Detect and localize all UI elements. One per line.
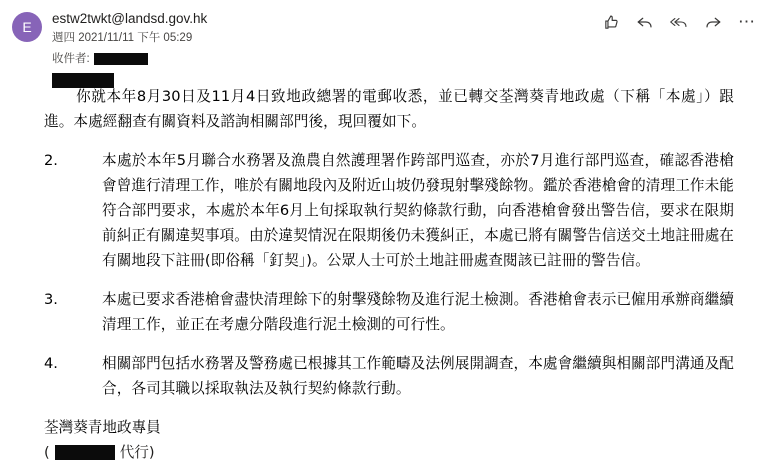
signature-suffix: 代行) — [119, 444, 155, 461]
sender-block — [52, 10, 602, 88]
signature-open-paren: ( — [44, 444, 50, 461]
recipient-label: 收件者: — [52, 53, 90, 65]
paragraph-3-number: 3. — [44, 291, 58, 308]
reply-all-icon[interactable] — [670, 13, 688, 31]
paragraph-2-text: 本處於本年5月聯合水務署及漁農自然護理署作跨部門巡查，亦於7月進行部門巡查，確認香港槍會曾進行清理工作，唯於有關地段內及附近山坡仍發現射擊殘餘物。鑑於香港槍會的清理工作未能符合部門要求，本處於本年6月上旬採取執行契約條款行動，向香港槍會發出警告信，要求在限期前糾正有關違契事項。由於違契情況在限期後仍未獲糾正，本處已將有關警告信送交土地註冊處在有關地段下註冊(即俗稱「釘契」)。公眾人士可於土地註冊處查閱該已註冊的警告信。 — [102, 152, 734, 269]
paragraph-3-text: 本處已要求香港槍會盡快清理餘下的射擊殘餘物及進行泥土檢測。香港槍會表示已僱用承辦商繼續清理工作，並正在考慮分階段進行泥土檢測的可行性。 — [102, 291, 734, 333]
more-actions-glyph: ⋯ — [738, 12, 756, 31]
redacted-recipient — [94, 53, 148, 65]
email-body — [0, 70, 768, 465]
sender-email[interactable]: estw2twkt@landsd.gov.hk — [52, 11, 208, 26]
avatar: E — [12, 12, 42, 42]
email-header — [0, 0, 768, 70]
message-actions — [602, 10, 756, 31]
paragraph-4 — [44, 351, 734, 401]
forward-icon[interactable] — [704, 13, 722, 31]
signature-title: 荃灣葵青地政專員 — [44, 419, 161, 436]
paragraph-1: 你就本年8月30日及11月4日致地政總署的電郵收悉，並已轉交荃灣葵青地政處（下稱「本處」）跟進。本處經翻查有關資料及諮詢相關部門後，現回覆如下。 — [44, 88, 734, 130]
redacted-signature — [55, 445, 115, 460]
thumbs-up-icon[interactable] — [602, 13, 620, 31]
paragraph-2 — [44, 148, 734, 273]
reply-icon[interactable] — [636, 13, 654, 31]
signature-name-line — [44, 440, 734, 465]
sent-timestamp: 週四 2021/11/11 下午 05:29 — [52, 32, 193, 44]
more-actions-icon[interactable] — [738, 13, 756, 31]
paragraph-2-number: 2. — [44, 152, 58, 169]
paragraph-4-number: 4. — [44, 355, 58, 372]
paragraph-4-text: 相關部門包括水務署及警務處已根據其工作範疇及法例展開調查，本處會繼續與相關部門溝通及配合，各司其職以採取執法及執行契約條款行動。 — [102, 355, 734, 397]
recipient-row — [52, 51, 602, 67]
paragraph-3 — [44, 287, 734, 337]
